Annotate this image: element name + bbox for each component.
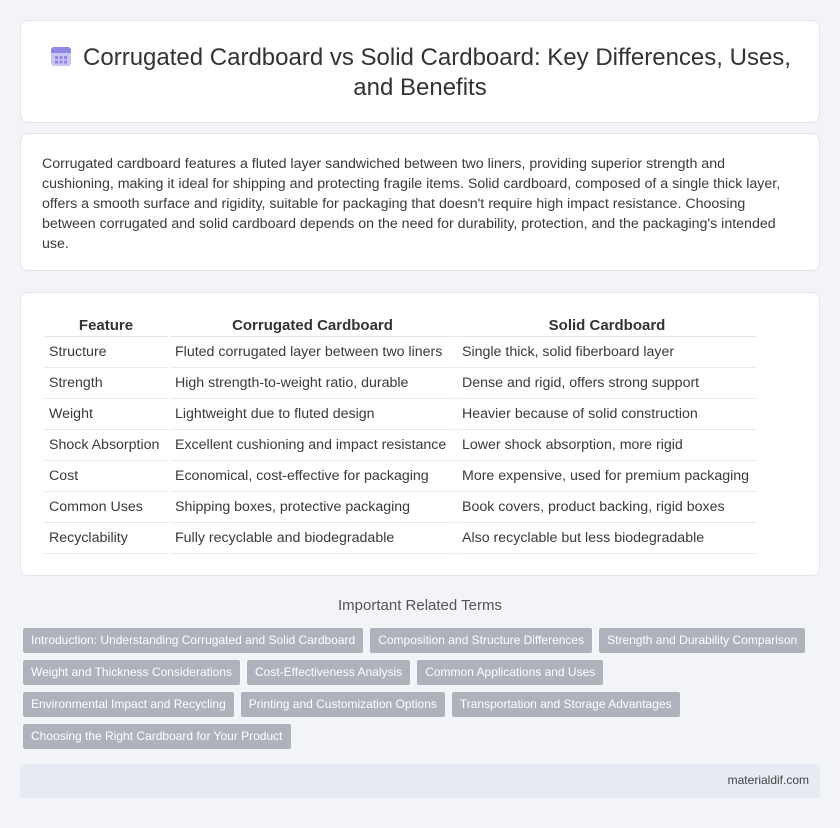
related-term-tag[interactable]: Introduction: Understanding Corrugated and Solid Cardboard — [23, 628, 363, 653]
column-header-feature: Feature — [44, 313, 168, 337]
table-row — [44, 430, 757, 461]
table-cell-feature: Weight — [44, 399, 168, 430]
table-cell-solid: Heavier because of solid construction — [457, 399, 757, 430]
table-cell-corrugated: Economical, cost-effective for packaging — [170, 461, 455, 492]
table-row — [44, 337, 757, 368]
table-cell-solid: Book covers, product backing, rigid boxes — [457, 492, 757, 523]
table-cell-corrugated: High strength-to-weight ratio, durable — [170, 368, 455, 399]
related-terms-heading: Important Related Terms — [338, 597, 502, 614]
related-term-tag[interactable]: Printing and Customization Options — [241, 692, 445, 717]
table-row — [44, 399, 757, 430]
related-term-tag[interactable]: Common Applications and Uses — [417, 660, 603, 685]
comparison-table — [42, 313, 759, 554]
table-row — [44, 368, 757, 399]
table-row — [44, 461, 757, 492]
header-card — [20, 20, 820, 123]
intro-card — [20, 133, 820, 271]
table-cell-feature: Cost — [44, 461, 168, 492]
table-cell-solid: More expensive, used for premium packaging — [457, 461, 757, 492]
table-cell-feature: Recyclability — [44, 523, 168, 554]
table-cell-corrugated: Fully recyclable and biodegradable — [170, 523, 455, 554]
table-cell-solid: Also recyclable but less biodegradable — [457, 523, 757, 554]
comparison-card — [20, 292, 820, 576]
calendar-grid-icon — [49, 44, 73, 68]
table-cell-feature: Strength — [44, 368, 168, 399]
table-cell-solid: Single thick, solid fiberboard layer — [457, 337, 757, 368]
table-cell-corrugated: Lightweight due to fluted design — [170, 399, 455, 430]
table-cell-corrugated: Excellent cushioning and impact resistance — [170, 430, 455, 461]
related-term-tag[interactable]: Composition and Structure Differences — [370, 628, 592, 653]
table-row — [44, 523, 757, 554]
table-header-row — [44, 313, 757, 337]
related-term-tag[interactable]: Strength and Durability Comparison — [599, 628, 805, 653]
table-cell-feature: Structure — [44, 337, 168, 368]
intro-paragraph: Corrugated cardboard features a fluted layer sandwiched between two liners, providing superior strength and cushioning, making it ideal for shipping and protecting fragile items. Solid cardboard, composed of a single thick layer, offers a smooth surface and rigidity, suitable for packaging that doesn't require high impact resistance. Choosing between corrugated and solid cardboard depends on the need for durability, protection, and the packaging's intended use. — [42, 156, 781, 252]
footer-bar — [20, 764, 820, 798]
footer-site-link[interactable]: materialdif.com — [727, 773, 809, 787]
related-term-tag[interactable]: Transportation and Storage Advantages — [452, 692, 680, 717]
related-term-tag[interactable]: Environmental Impact and Recycling — [23, 692, 234, 717]
table-cell-feature: Common Uses — [44, 492, 168, 523]
table-cell-solid: Lower shock absorption, more rigid — [457, 430, 757, 461]
related-term-tag[interactable]: Weight and Thickness Considerations — [23, 660, 240, 685]
column-header-solid: Solid Cardboard — [457, 313, 757, 337]
related-term-tag[interactable]: Cost-Effectiveness Analysis — [247, 660, 410, 685]
page-title-row — [21, 43, 819, 103]
table-row — [44, 492, 757, 523]
table-cell-corrugated: Fluted corrugated layer between two liners — [170, 337, 455, 368]
table-cell-corrugated: Shipping boxes, protective packaging — [170, 492, 455, 523]
related-term-tag[interactable]: Choosing the Right Cardboard for Your Product — [23, 724, 291, 749]
table-cell-feature: Shock Absorption — [44, 430, 168, 461]
column-header-corrugated: Corrugated Cardboard — [170, 313, 455, 337]
table-cell-solid: Dense and rigid, offers strong support — [457, 368, 757, 399]
page-title: Corrugated Cardboard vs Solid Cardboard: Key Differences, Uses, and Benefits — [83, 44, 791, 101]
related-terms-list — [23, 628, 813, 756]
